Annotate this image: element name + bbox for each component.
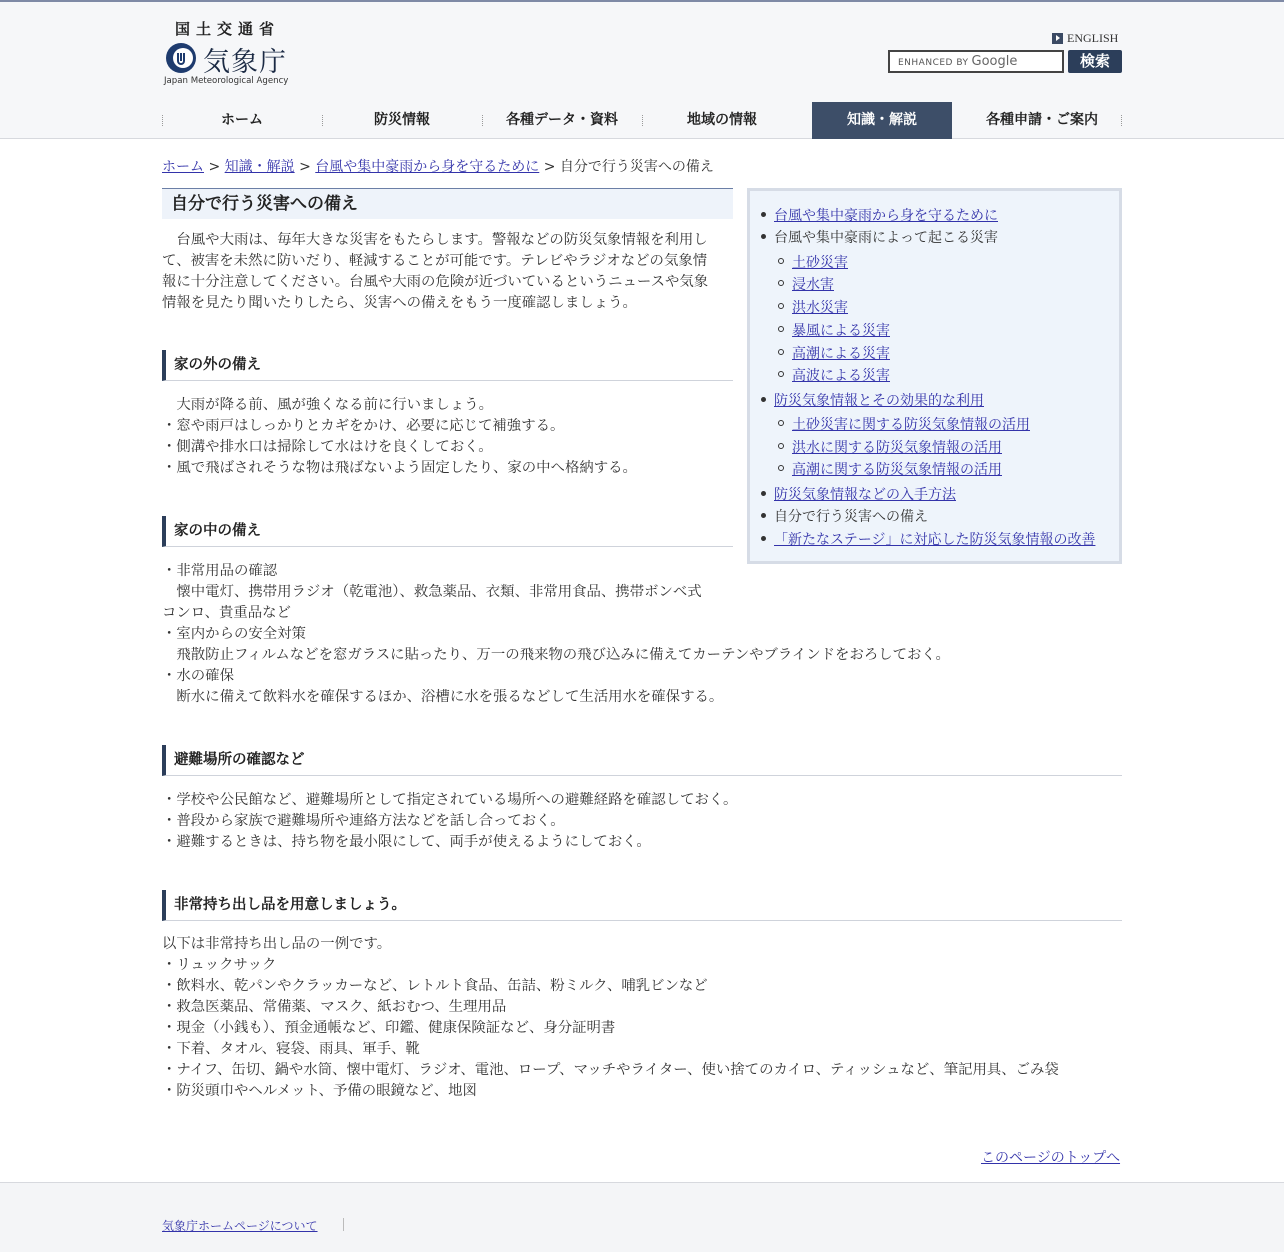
body-line: コンロ、貴重品など [162, 605, 291, 621]
page-top-link[interactable]: このページのトップへ [981, 1150, 1121, 1166]
sidebar-item-typhoon-top[interactable]: 台風や集中豪雨から身を守るために [762, 205, 998, 225]
breadcrumb-home[interactable]: ホーム [162, 159, 204, 175]
body-line: 懐中電灯、携帯用ラジオ（乾電池）、救急薬品、衣類、非常用食品、携帯ボンベ式 [162, 584, 702, 600]
sidebar-item-inundation[interactable]: 浸水害 [778, 274, 834, 294]
body-line: ・下着、タオル、寝袋、雨具、軍手、靴 [162, 1041, 420, 1057]
body-line: ・風で飛ばされそうな物は飛ばないよう固定したり、家の中へ格納する。 [162, 460, 637, 476]
intro-line: 報に十分注意してください。台風や大雨の危険が近づいているというニュースや気象 [162, 274, 709, 290]
page-title: 自分で行う災害への備え [162, 188, 733, 219]
sidebar-item-landslide-info[interactable]: 土砂災害に関する防災気象情報の活用 [778, 414, 1030, 434]
sidebar-item-surge-info[interactable]: 高潮に関する防災気象情報の活用 [778, 459, 1002, 479]
section-body-outside [162, 395, 637, 479]
body-line: ・窓や雨戸はしっかりとカギをかけ、必要に応じて補強する。 [162, 418, 565, 434]
section-heading-emergency-kit: 非常持ち出し品を用意しましょう。 [162, 890, 1122, 921]
breadcrumb-separator: > [543, 159, 556, 175]
breadcrumb [162, 156, 714, 176]
sidebar-item-warnings-usage[interactable]: 防災気象情報とその効果的な利用 [762, 390, 984, 410]
sidebar-item-landslide[interactable]: 土砂災害 [778, 252, 848, 272]
section-body-inside [162, 561, 950, 708]
breadcrumb-separator: > [299, 159, 311, 175]
body-line: ・飲料水、乾パンやクラッカーなど、レトルト食品、缶詰、粉ミルク、哺乳ビンなど [162, 978, 708, 994]
agency-name-en: Japan Meteorological Agency [164, 76, 289, 86]
sidebar-item-disasters: 台風や集中豪雨によって起こる災害 [762, 227, 998, 247]
body-line: 大雨が降る前、風が強くなる前に行いましょう。 [162, 397, 493, 413]
breadcrumb-knowledge[interactable]: 知識・解説 [224, 159, 295, 175]
intro-line: て、被害を未然に防いだり、軽減することが可能です。テレビやラジオなどの気象情 [162, 253, 708, 269]
nav-regional[interactable]: 地域の情報 [687, 112, 757, 128]
english-link[interactable] [1052, 28, 1119, 45]
sidebar-item-storm-surge[interactable]: 高潮による災害 [778, 343, 890, 363]
sidebar-item-how-to-get[interactable]: 防災気象情報などの入手方法 [762, 484, 956, 504]
body-line: ・現金（小銭も）、預金通帳など、印鑑、健康保険証など、身分証明書 [162, 1020, 616, 1036]
body-line: ・室内からの安全対策 [162, 626, 306, 642]
search-button[interactable]: 検索 [1068, 50, 1122, 73]
sidebar-item-self-preparation: 自分で行う災害への備え [762, 506, 928, 526]
nav-applications[interactable]: 各種申請・ご案内 [986, 112, 1098, 128]
site-search [888, 50, 1122, 73]
body-line: ・非常用品の確認 [162, 563, 278, 579]
english-label: ENGLISH [1067, 31, 1119, 45]
body-line: ・ナイフ、缶切、鍋や水筒、懐中電灯、ラジオ、電池、ロープ、マッチやライター、使い捨てのカイロ、ティッシュなど、筆記用具、ごみ袋 [162, 1062, 1059, 1078]
search-input[interactable] [888, 50, 1064, 73]
body-line: 断水に備えて飲料水を確保するほか、浴槽に水を張るなどして生活用水を確保する。 [162, 689, 724, 705]
search-placeholder: ENHANCED BY Google [898, 54, 1018, 69]
sidebar-item-storm[interactable]: 暴風による災害 [778, 320, 890, 340]
intro-line: 情報を見たり聞いたりしたら、災害への備えをもう一度確認しましょう。 [162, 295, 637, 311]
sidebar-item-high-waves[interactable]: 高波による災害 [778, 365, 890, 385]
section-heading-outside: 家の外の備え [162, 350, 733, 381]
section-heading-inside: 家の中の備え [162, 516, 733, 547]
intro-text [162, 230, 733, 314]
site-header [0, 2, 1284, 139]
body-line: 以下は非常持ち出し品の一例です。 [162, 936, 392, 952]
body-line: ・防災頭巾やヘルメット、予備の眼鏡など、地図 [162, 1083, 477, 1099]
section-body-emergency-kit [162, 934, 1059, 1102]
section-heading-evacuation: 避難場所の確認など [162, 745, 1122, 776]
body-line: ・避難するときは、持ち物を最小限にして、両手が使えるようにしておく。 [162, 834, 651, 850]
nav-data[interactable]: 各種データ・資料 [506, 112, 618, 128]
intro-line: 台風や大雨は、毎年大きな災害をもたらします。警報などの防災気象情報を利用し [162, 232, 708, 248]
sidebar-item-flood[interactable]: 洪水災害 [778, 297, 848, 317]
arrow-right-icon [1052, 33, 1063, 44]
nav-home[interactable]: ホーム [221, 112, 263, 128]
body-line: ・学校や公民館など、避難場所として指定されている場所への避難経路を確認しておく。 [162, 792, 738, 808]
sidebar-nav [747, 188, 1122, 564]
breadcrumb-typhoon[interactable]: 台風や集中豪雨から身を守るために [315, 159, 540, 175]
section-body-evacuation [162, 790, 737, 853]
site-footer [0, 1182, 1284, 1252]
breadcrumb-separator: > [208, 159, 221, 175]
body-line: ・側溝や排水口は掃除して水はけを良くしておく。 [162, 439, 493, 455]
footer-separator [343, 1218, 344, 1231]
sidebar-item-flood-info[interactable]: 洪水に関する防災気象情報の活用 [778, 437, 1002, 457]
footer-about-link[interactable]: 気象庁ホームページについて [162, 1219, 318, 1233]
sidebar-item-new-stage[interactable]: 「新たなステージ」に対応した防災気象情報の改善 [762, 529, 1095, 549]
body-line: 飛散防止フィルムなどを窓ガラスに貼ったり、万一の飛来物の飛び込みに備えてカーテンやブラインドをおろしておく。 [162, 647, 950, 663]
body-line: ・救急医薬品、常備薬、マスク、紙おむつ、生理用品 [162, 999, 507, 1015]
jma-logo[interactable] [163, 18, 303, 92]
nav-knowledge[interactable]: 知識・解説 [812, 102, 952, 139]
nav-separator [1121, 115, 1123, 126]
global-nav [162, 102, 1122, 139]
ministry-name: 国土交通省 [175, 20, 281, 38]
breadcrumb-current: 自分で行う災害への備え [559, 159, 714, 175]
agency-name-jp: 気象庁 [203, 47, 287, 78]
jma-logo-icon [165, 42, 197, 74]
body-line: ・普段から家族で避難場所や連絡方法などを話し合っておく。 [162, 813, 565, 829]
body-line: ・水の確保 [162, 668, 234, 684]
nav-disaster-info[interactable]: 防災情報 [374, 112, 430, 128]
body-line: ・リュックサック [162, 957, 277, 973]
